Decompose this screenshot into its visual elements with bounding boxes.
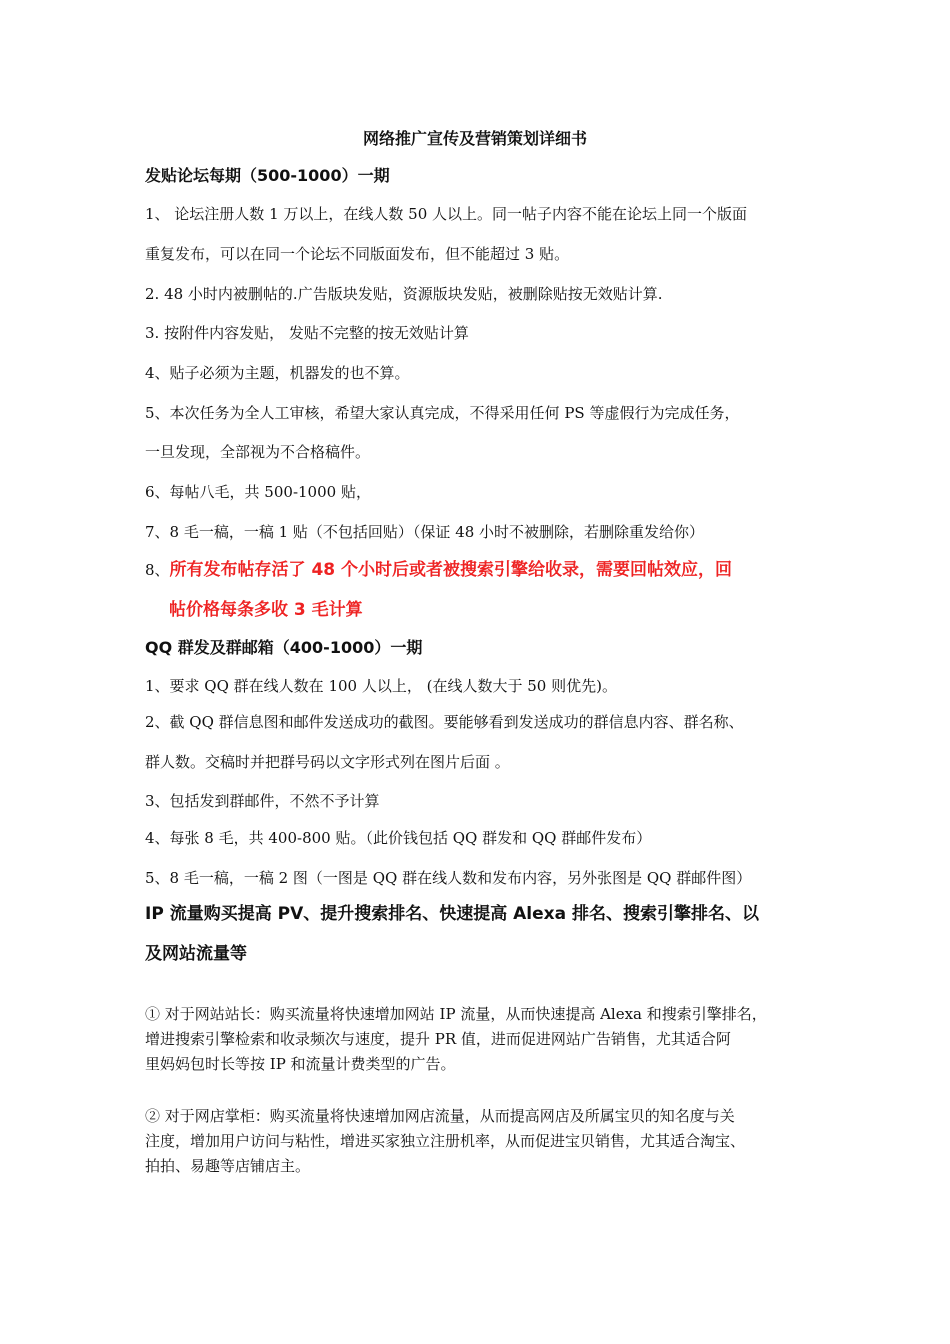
shopkeeper-paragraph-line-3: 拍拍、易趣等店铺店主。 <box>145 1157 311 1175</box>
forum-rule-1-line-1: 1、 论坛注册人数 1 万以上，在线人数 50 人以上。同一帖子内容不能在论坛上同一个版面 <box>145 205 748 223</box>
forum-rule-5-line-2: 一旦发现，全部视为不合格稿件。 <box>145 443 371 461</box>
qq-rule-4: 4、每张 8 毛，共 400-800 贴。（此价钱包括 QQ 群发和 QQ 群邮件发布） <box>145 829 652 847</box>
shopkeeper-paragraph-line-2: 注度，增加用户访问与粘性，增进买家独立注册机率，从而促进宝贝销售，尤其适合淘宝、 <box>145 1132 746 1150</box>
qq-rule-2-line-1: 2、截 QQ 群信息图和邮件发送成功的截图。要能够看到发送成功的群信息内容、群名称、 <box>145 713 744 731</box>
webmaster-paragraph-line-3: 里妈妈包时长等按 IP 和流量计费类型的广告。 <box>145 1055 456 1073</box>
qq-rule-2-line-2: 群人数。交稿时并把群号码以文字形式列在图片后面 。 <box>145 753 510 771</box>
qq-rule-3: 3、包括发到群邮件，不然不予计算 <box>145 792 380 810</box>
forum-rule-8-text: 所有发布帖存活了 48 个小时后或者被搜索引擎给收录，需要回帖效应，回 <box>169 560 733 580</box>
webmaster-paragraph-line-1: ① 对于网站站长：购买流量将快速增加网站 IP 流量，从而快速提高 Alexa 和搜索引擎排名， <box>145 1005 767 1023</box>
webmaster-paragraph-line-2: 增进搜索引擎检索和收录频次与速度，提升 PR 值，进而促进网站广告销售，尤其适合阿 <box>145 1030 731 1048</box>
shopkeeper-paragraph-line-1: ② 对于网店掌柜：购买流量将快速增加网店流量，从而提高网店及所属宝贝的知名度与关 <box>145 1107 735 1125</box>
forum-rule-7: 7、8 毛一稿，一稿 1 贴（不包括回贴）（保证 48 小时不被删除，若删除重发给你） <box>145 523 705 541</box>
section-heading-ip-line-2: 及网站流量等 <box>145 944 247 964</box>
forum-rule-8-line-2: 帖价格每条多收 3 毛计算 <box>169 600 363 620</box>
forum-rule-4: 4、贴子必须为主题，机器发的也不算。 <box>145 364 410 382</box>
forum-rule-6: 6、每帖八毛，共 500-1000 贴， <box>145 483 371 501</box>
qq-rule-1: 1、要求 QQ 群在线人数在 100 人以上， (在线人数大于 50 则优先)。 <box>145 677 617 695</box>
forum-rule-5-line-1: 5、本次任务为全人工审核，希望大家认真完成，不得采用任何 PS 等虚假行为完成任务， <box>145 404 740 422</box>
document-title: 网络推广宣传及营销策划详细书 <box>362 129 587 148</box>
qq-rule-5: 5、8 毛一稿，一稿 2 图（一图是 QQ 群在线人数和发布内容，另外张图是 QQ 群邮件图） <box>145 869 752 887</box>
section-heading-qq: QQ 群发及群邮箱（400-1000）一期 <box>145 638 423 657</box>
section-heading-forum: 发贴论坛每期（500-1000）一期 <box>145 166 390 185</box>
forum-rule-1-line-2: 重复发布，可以在同一个论坛不同版面发布，但不能超过 3 贴。 <box>145 245 570 263</box>
section-heading-ip-line-1: IP 流量购买提高 PV、提升搜索排名、快速提高 Alexa 排名、搜索引擎排名、以 <box>145 904 760 924</box>
forum-rule-2: 2. 48 小时内被删帖的.广告版块发贴，资源版块发贴，被删除贴按无效贴计算. <box>145 285 663 303</box>
forum-rule-8-number: 8、 <box>145 561 170 579</box>
forum-rule-8-line-1 <box>145 557 732 583</box>
forum-rule-3: 3. 按附件内容发贴， 发贴不完整的按无效贴计算 <box>145 324 469 342</box>
